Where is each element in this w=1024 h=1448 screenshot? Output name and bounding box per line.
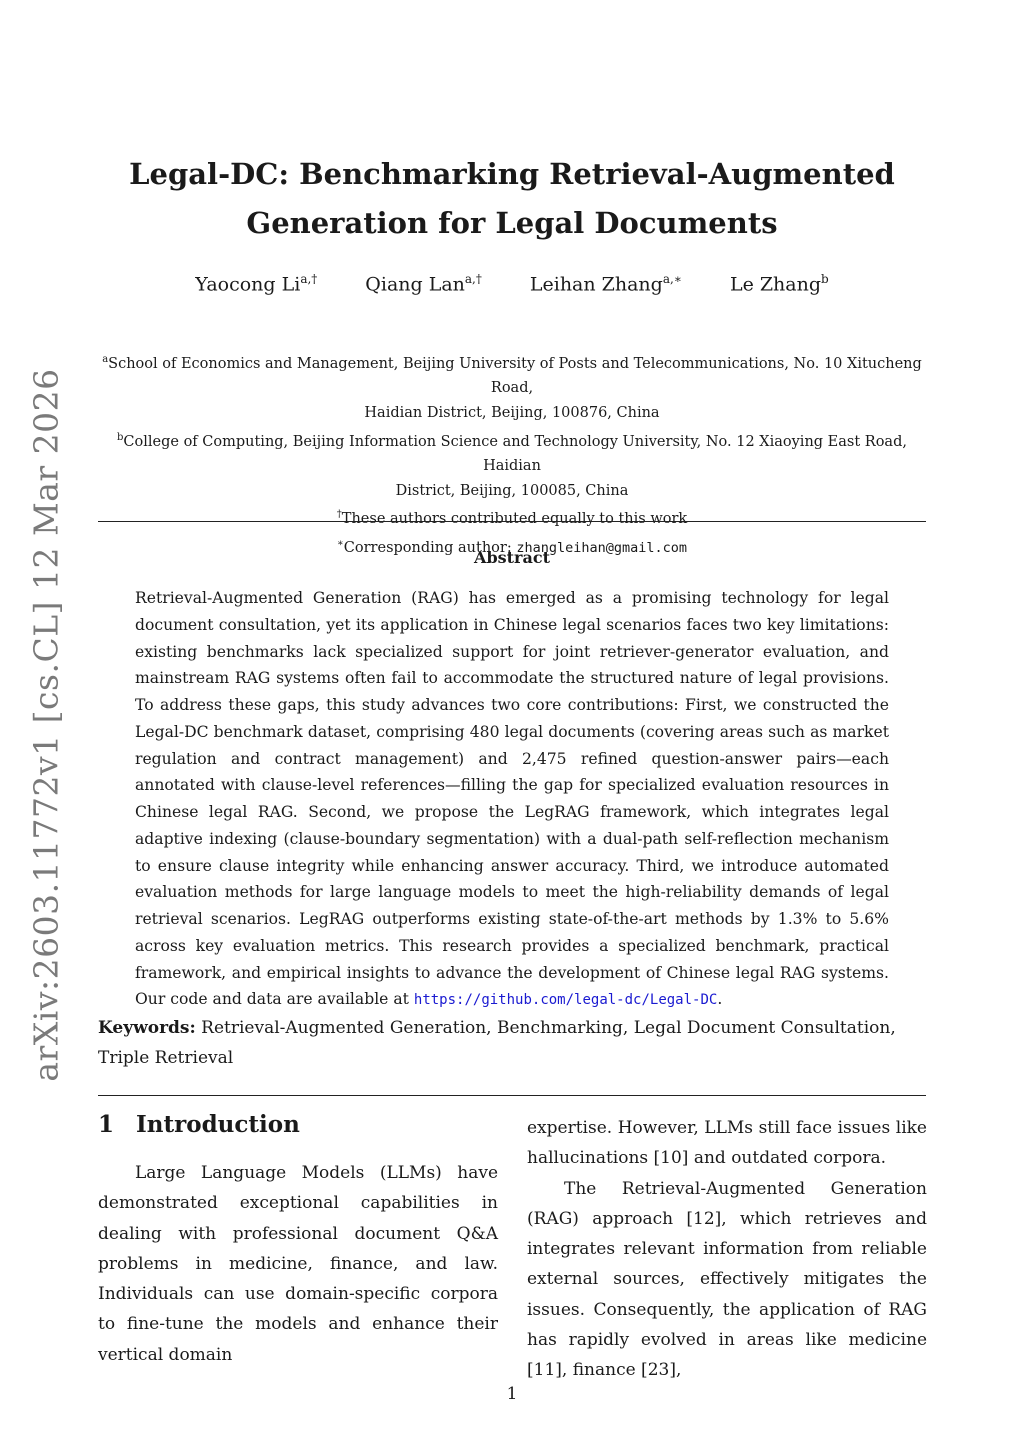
keywords-list: Retrieval-Augmented Generation, Benchmarking, Legal Document Consultation, Triple Retrieval — [98, 1018, 896, 1068]
code-repository-link[interactable]: https://github.com/legal-dc/Legal-DC — [413, 992, 718, 1009]
title-line-1: Legal-DC: Benchmarking Retrieval-Augmented — [129, 157, 895, 191]
author: Qiang Lan$^{a,\dagger}$ — [365, 272, 482, 296]
intro-paragraph-1: Large Language Models (LLMs) have demonstrated exceptional capabilities in dealing with professional document Q&A problems in medicine, finance, and law. Individuals can use domain-specific corpora to fine-tune the models and enhance their vertical domain — [98, 1163, 498, 1365]
author-list — [0, 272, 1024, 295]
author: Leihan Zhang$^{a,∗}$ — [529, 272, 682, 296]
top-divider — [98, 521, 926, 522]
affiliations — [98, 348, 926, 560]
keywords — [98, 1013, 926, 1073]
abstract-heading: Abstract — [474, 548, 550, 567]
intro-paragraph-2: The Retrieval-Augmented Generation (RAG) approach [12], which retrieves and integrates relevant information from reliable external sources, effectively mitigates the issues. Consequently, the application of RAG has rapidly evolved in areas like medicine [11], finance [23], — [527, 1178, 927, 1381]
keywords-label: Keywords: — [98, 1018, 196, 1038]
author: Yaocong $Li^{a,\dagger}$ — [195, 272, 318, 296]
section-divider — [98, 1095, 926, 1096]
affiliation-a: $^a$School of Economics and Management, Beijing University of Posts and Telecommunications, No. 10 Xitucheng Road, — [102, 354, 922, 397]
right-column — [527, 1113, 927, 1386]
equal-contribution-note: †These authors contributed equally to this work — [336, 509, 688, 528]
intro-paragraph-1-cont: expertise. However, LLMs still face issues like hallucinations [10] and outdated corpora. — [527, 1118, 927, 1169]
title-line-2: Generation for Legal Documents — [246, 206, 778, 240]
left-column — [98, 1108, 498, 1370]
arxiv-identifier-stamp: arXiv:2603.11772v1 [cs.CL] 12 Mar 2026 — [26, 368, 66, 1082]
corresponding-email[interactable]: zhangleihan@gmail.com — [516, 539, 687, 556]
section-heading-introduction: 1 Introduction — [98, 1111, 300, 1138]
author: Le Zhang$^b$ — [729, 272, 829, 296]
affiliation-b: $^b$College of Computing, Beijing Information Science and Technology University, No. 12 Xiaoying East Road, Haidian — [117, 431, 907, 475]
paper-title — [0, 150, 1024, 248]
page-number: 1 — [506, 1384, 518, 1404]
affiliation-a-cont: Haidian District, Beijing, 100876, China — [364, 405, 660, 422]
abstract-body: Retrieval-Augmented Generation (RAG) has emerged as a promising technology for legal document consultation, yet its application in Chinese legal scenarios faces two key limitations: existing benchmarks lack specialized support for joint retriever-generator evaluation, and mainstream RAG systems often fail to accommodate the structured nature of legal provisions. To address these gaps, this study advances two core contributions: First, we constructed the Legal-DC benchmark dataset, comprising 480 legal documents (covering areas such as market regulation and contract management) and 2,475 refined question-answer pairs—each annotated with clause-level references—filling the gap for specialized evaluation resources in Chinese legal RAG. Second, we propose the LegRAG framework, which integrates legal adaptive indexing (clause-boundary segmentation) with a dual-path self-reflection mechanism to ensure clause integrity while enhancing answer accuracy. Third, we introduce automated evaluation methods for large language models to meet the high-reliability demands of legal retrieval scenarios. LegRAG outperforms existing state-of-the-art methods by 1.3% to 5.6% across key evaluation metrics. This research provides a specialized benchmark, practical framework, and empirical insights to advance the development of Chinese legal RAG systems. Our code and data are available at https://github.com/legal-dc/Legal-DC. — [135, 589, 889, 1009]
corresponding-author-note: ∗Corresponding author: zhangleihan@gmail.com — [337, 537, 687, 556]
affiliation-b-cont: District, Beijing, 100085, China — [395, 482, 629, 499]
